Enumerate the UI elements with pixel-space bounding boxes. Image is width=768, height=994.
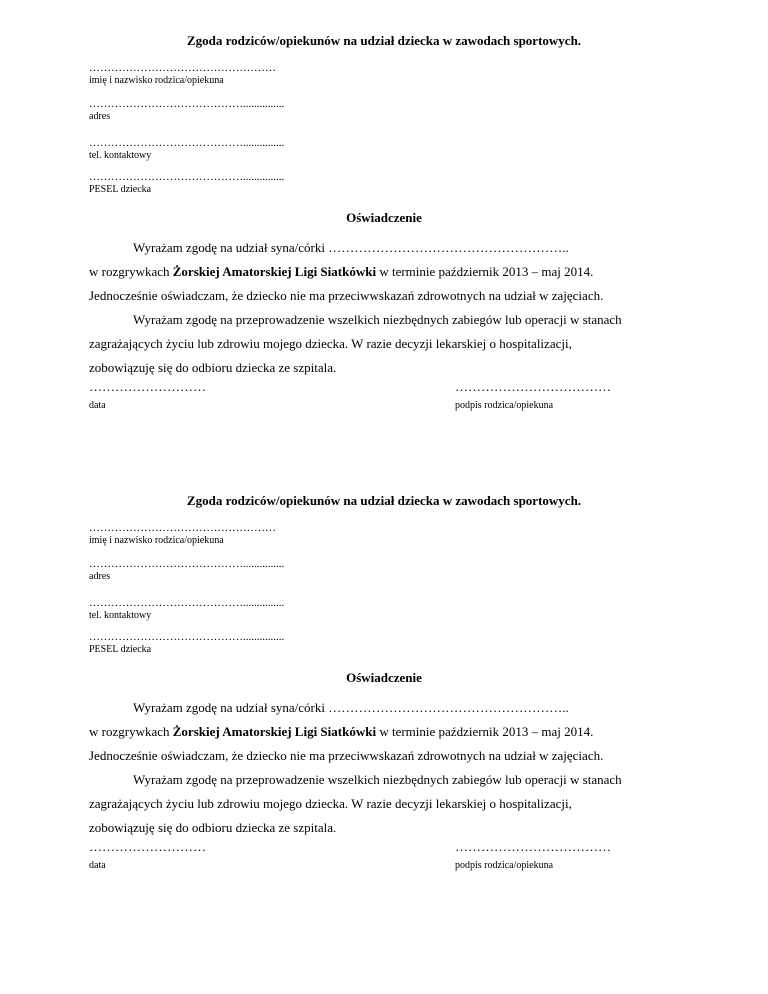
consent-form-2 <box>0 460 768 890</box>
address-field[interactable] <box>89 98 329 123</box>
parent-name-field[interactable] <box>89 522 329 547</box>
league-name: Żorskiej Amatorskiej Ligi Siatkówki <box>172 264 377 279</box>
surgery-line-3: zobowiązuję się do odbioru dziecka ze szpitala. <box>89 820 337 835</box>
signature-label: podpis rodzica/opiekuna <box>455 860 554 871</box>
signature-dots[interactable]: ……………………………… <box>455 839 611 854</box>
date-dots[interactable]: ……………………… <box>89 839 206 854</box>
phone-dots[interactable]: ……………………………………............... <box>89 137 285 149</box>
league-suffix: w terminie październik 2013 – maj 2014. <box>376 724 594 739</box>
address-dots[interactable]: ……………………………………............... <box>89 98 285 110</box>
phone-field[interactable] <box>89 137 329 162</box>
statement-heading: Oświadczenie <box>346 670 422 685</box>
parent-name-label: imię i nazwisko rodzica/opiekuna <box>89 75 224 86</box>
health-line: Jednocześnie oświadczam, że dziecko nie ma przeciwwskazań zdrowotnych na udział w zajęciach. <box>89 288 604 303</box>
surgery-line-1: Wyrażam zgodę na przeprowadzenie wszelkich niezbędnych zabiegów lub operacji w stanach <box>133 772 622 787</box>
league-line <box>89 720 689 744</box>
parent-name-label: imię i nazwisko rodzica/opiekuna <box>89 535 224 546</box>
statement-heading: Oświadczenie <box>346 210 422 225</box>
date-label: data <box>89 400 106 411</box>
date-label: data <box>89 860 106 871</box>
parent-name-dots[interactable]: …………………………………………… <box>89 62 276 74</box>
date-dots[interactable]: ……………………… <box>89 379 206 394</box>
league-line <box>89 260 689 284</box>
signature-dots[interactable]: ……………………………… <box>455 379 611 394</box>
surgery-line-2: zagrażających życiu lub zdrowiu mojego dziecka. W razie decyzji lekarskiej o hospitalizacji, <box>89 336 572 351</box>
health-line: Jednocześnie oświadczam, że dziecko nie ma przeciwwskazań zdrowotnych na udział w zajęciach. <box>89 748 604 763</box>
pesel-label: PESEL dziecka <box>89 644 152 655</box>
consent-intro: Wyrażam zgodę na udział syna/córki ……………………………………………….. <box>133 240 569 255</box>
address-field[interactable] <box>89 558 329 583</box>
address-label: adres <box>89 111 111 122</box>
phone-label: tel. kontaktowy <box>89 150 152 161</box>
surgery-line-3: zobowiązuję się do odbioru dziecka ze szpitala. <box>89 360 337 375</box>
consent-intro: Wyrażam zgodę na udział syna/córki ……………………………………………….. <box>133 700 569 715</box>
phone-dots[interactable]: ……………………………………............... <box>89 597 285 609</box>
pesel-dots[interactable]: ……………………………………............... <box>89 171 285 183</box>
signature-label: podpis rodzica/opiekuna <box>455 400 554 411</box>
pesel-field[interactable] <box>89 631 329 656</box>
league-prefix: w rozgrywkach <box>89 724 173 739</box>
form-title: Zgoda rodziców/opiekunów na udział dziecka w zawodach sportowych. <box>186 33 582 48</box>
consent-form-1 <box>0 0 768 430</box>
address-label: adres <box>89 571 111 582</box>
form-title: Zgoda rodziców/opiekunów na udział dziecka w zawodach sportowych. <box>186 493 582 508</box>
league-name: Żorskiej Amatorskiej Ligi Siatkówki <box>172 724 377 739</box>
pesel-label: PESEL dziecka <box>89 184 152 195</box>
surgery-line-1: Wyrażam zgodę na przeprowadzenie wszelkich niezbędnych zabiegów lub operacji w stanach <box>133 312 622 327</box>
phone-label: tel. kontaktowy <box>89 610 152 621</box>
parent-name-dots[interactable]: …………………………………………… <box>89 522 276 534</box>
phone-field[interactable] <box>89 597 329 622</box>
parent-name-field[interactable] <box>89 62 329 87</box>
league-suffix: w terminie październik 2013 – maj 2014. <box>376 264 594 279</box>
league-prefix: w rozgrywkach <box>89 264 173 279</box>
pesel-field[interactable] <box>89 171 329 196</box>
surgery-line-2: zagrażających życiu lub zdrowiu mojego dziecka. W razie decyzji lekarskiej o hospitalizacji, <box>89 796 572 811</box>
address-dots[interactable]: ……………………………………............... <box>89 558 285 570</box>
pesel-dots[interactable]: ……………………………………............... <box>89 631 285 643</box>
